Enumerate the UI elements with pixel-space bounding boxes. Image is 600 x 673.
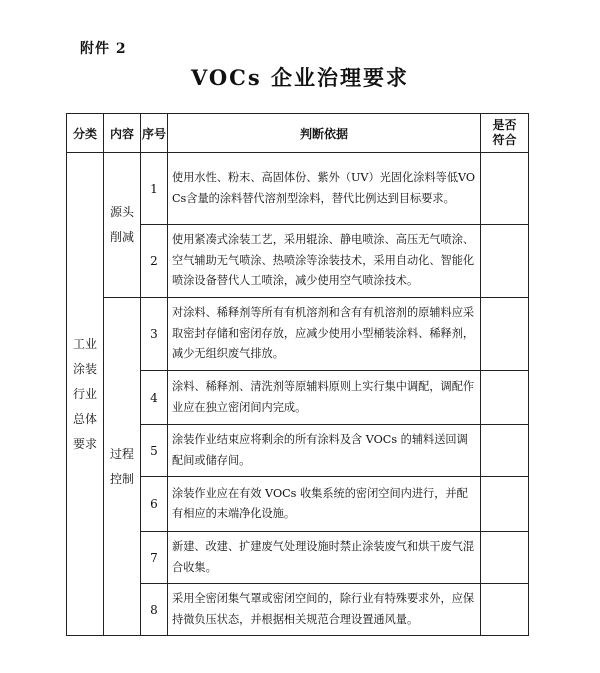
seq-cell: 7 bbox=[141, 532, 168, 584]
seq-cell: 5 bbox=[141, 425, 168, 477]
basis-cell: 对涂料、稀释剂等所有有机溶剂和含有有机溶剂的原辅料应采取密封存储和密闭存放，应减少使用小型桶装涂料、稀释剂，减少无组织废气排放。 bbox=[168, 298, 481, 371]
group-cell-process-control bbox=[104, 298, 141, 636]
compliance-cell[interactable] bbox=[481, 298, 529, 371]
compliance-cell[interactable] bbox=[481, 225, 529, 298]
table-row bbox=[67, 298, 529, 371]
compliance-cell[interactable] bbox=[481, 477, 529, 532]
table-row bbox=[67, 153, 529, 225]
compliance-cell[interactable] bbox=[481, 153, 529, 225]
seq-cell: 8 bbox=[141, 584, 168, 636]
category-cell bbox=[67, 153, 104, 636]
header-compliance-line2: 符合 bbox=[492, 133, 517, 147]
basis-cell: 涂装作业结束应将剩余的所有涂料及含 VOCs 的辅料送回调配间或储存间。 bbox=[168, 425, 481, 477]
seq-cell: 2 bbox=[141, 225, 168, 298]
seq-cell: 3 bbox=[141, 298, 168, 371]
header-content: 内容 bbox=[104, 114, 141, 153]
attachment-label: 附件 2 bbox=[80, 41, 127, 57]
header-compliance bbox=[481, 114, 529, 153]
basis-cell: 涂装作业应在有效 VOCs 收集系统的密闭空间内进行，并配有相应的末端净化设施。 bbox=[168, 477, 481, 532]
compliance-cell[interactable] bbox=[481, 425, 529, 477]
category-label: 工业涂装行业总体要求 bbox=[72, 336, 97, 451]
seq-cell: 4 bbox=[141, 371, 168, 425]
header-seq: 序号 bbox=[141, 114, 168, 153]
compliance-cell[interactable] bbox=[481, 371, 529, 425]
table-header-row bbox=[67, 114, 529, 153]
basis-cell: 使用紧凑式涂装工艺，采用辊涂、静电喷涂、高压无气喷涂、空气辅助无气喷涂、热喷涂等涂装技术，采用自动化、智能化喷涂设备替代人工喷涂，减少使用空气喷涂技术。 bbox=[168, 225, 481, 298]
basis-cell: 使用水性、粉末、高固体份、紫外（UV）光固化涂料等低VOCs含量的涂料替代溶剂型涂料，替代比例达到目标要求。 bbox=[168, 153, 481, 225]
requirements-table bbox=[66, 113, 529, 636]
seq-cell: 1 bbox=[141, 153, 168, 225]
group-cell-source-reduction bbox=[104, 153, 141, 298]
page-title: VOCs 企业治理要求 bbox=[190, 65, 410, 90]
header-category: 分类 bbox=[67, 114, 104, 153]
header-compliance-line1: 是否 bbox=[492, 118, 517, 132]
compliance-cell[interactable] bbox=[481, 532, 529, 584]
header-basis: 判断依据 bbox=[168, 114, 481, 153]
basis-cell: 涂料、稀释剂、清洗剂等原辅料原则上实行集中调配，调配作业应在独立密闭间内完成。 bbox=[168, 371, 481, 425]
group-label-process-control: 过程控制 bbox=[109, 446, 134, 486]
seq-cell: 6 bbox=[141, 477, 168, 532]
basis-cell: 新建、改建、扩建废气处理设施时禁止涂装废气和烘干废气混合收集。 bbox=[168, 532, 481, 584]
basis-cell: 采用全密闭集气罩或密闭空间的，除行业有特殊要求外，应保持微负压状态，并根据相关规范合理设置通风量。 bbox=[168, 584, 481, 636]
compliance-cell[interactable] bbox=[481, 584, 529, 636]
group-label-source-reduction: 源头削减 bbox=[109, 205, 134, 244]
